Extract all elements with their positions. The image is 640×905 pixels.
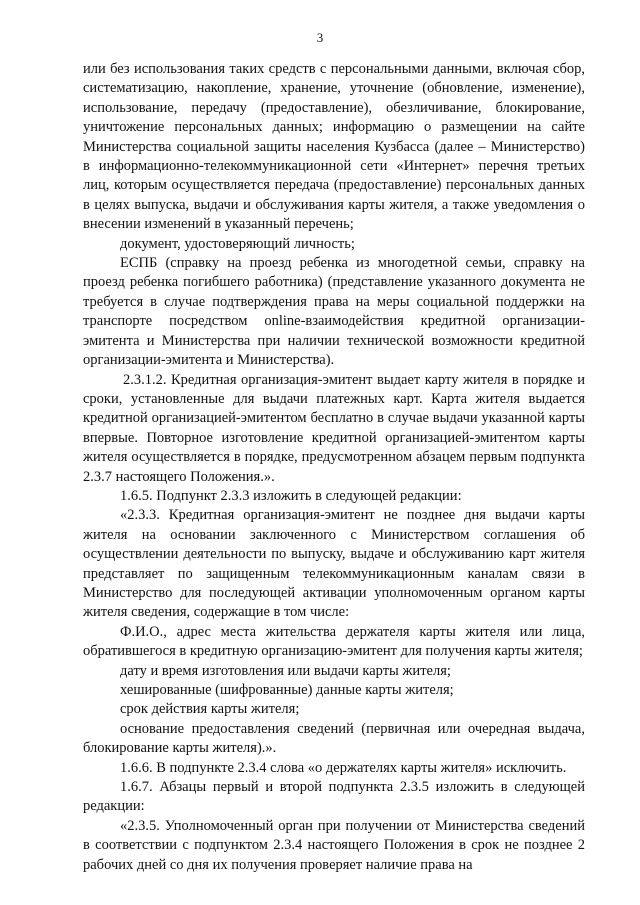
paragraph: ЕСПБ (справку на проезд ребенка из многодетной семьи, справку на проезд ребенка погибшего работника) (представление указанного документа не требуется в случае подтверждения права на меры социальной поддержки на транспорте посредством online-взаимодействия кредитной организации-эмитента и Министерства при наличии технической возможности кредитной организации-эмитента и Министерства). <box>83 255 585 369</box>
paragraph: 1.6.5. Подпункт 2.3.3 изложить в следующей редакции: <box>120 487 462 504</box>
paragraph: 1.6.6. В подпункте 2.3.4 слова «о держателях карты жителя» исключить. <box>120 759 567 776</box>
paragraph: «2.3.5. Уполномоченный орган при получении от Министерства сведений в соответствии с подпунктом 2.3.4 настоящего Положения в срок не позднее 2 рабочих дней со дня их получения проверяет наличие права на <box>83 817 585 873</box>
paragraph: или без использования таких средств с персональными данными, включая сбор, систематизацию, накопление, хранение, уточнение (обновление, изменение), использование, передачу (предоставление), обезличивание, блокирование, уничтожение персональных данных; информацию о размещении на сайте Министерства социальной защиты населения Кузбасса (далее – Министерство) в информационно-телекоммуникационной сети «Интернет» перечня третьих лиц, которым осуществляется передача (предоставление) персональных данных в целях выпуска, выдачи и обслуживания карты жителя, а также уведомления о внесении изменений в указанный перечень; <box>83 61 585 233</box>
paragraph: документ, удостоверяющий личность; <box>120 235 355 252</box>
paragraph: хешированные (шифрованные) данные карты жителя; <box>120 682 454 698</box>
paragraph: Ф.И.О., адрес места жительства держателя карты жителя или лица, обратившегося в кредитную организацию-эмитент для получения карты жителя; <box>83 623 585 660</box>
paragraph: «2.3.3. Кредитная организация-эмитент не позднее дня выдачи карты жителя на основании заключенного с Министерством соглашения об осуществлении деятельности по выпуску, выдаче и обслуживанию карт жителя представляет по защищенным телекоммуникационным каналам связи в Министерство для последующей активации уполномоченным органом карты жителя сведения, содержащие в том числе: <box>83 507 585 621</box>
paragraph: 1.6.7. Абзацы первый и второй подпункта 2.3.5 изложить в следующей редакции: <box>83 779 585 815</box>
paragraph: 2.3.1.2. Кредитная организация-эмитент выдает карту жителя в порядке и сроки, установленные для выдачи платежных карт. Карта жителя выдается кредитной организацией-эмитентом бесплатно в случае выдачи указанной карты впервые. Повторное изготовление кредитной организацией-эмитентом карты жителя осуществляется в порядке, предусмотренном абзацем первым подпункта 2.3.7 настоящего Положения.». <box>83 371 585 485</box>
paragraph: срок действия карты жителя; <box>120 701 300 718</box>
document-body <box>83 60 585 875</box>
paragraph: основание предоставления сведений (первичная или очередная выдача, блокирование карты жителя).». <box>83 720 585 757</box>
page-number: 3 <box>316 30 324 45</box>
paragraph: дату и время изготовления или выдачи карты жителя; <box>120 662 451 679</box>
